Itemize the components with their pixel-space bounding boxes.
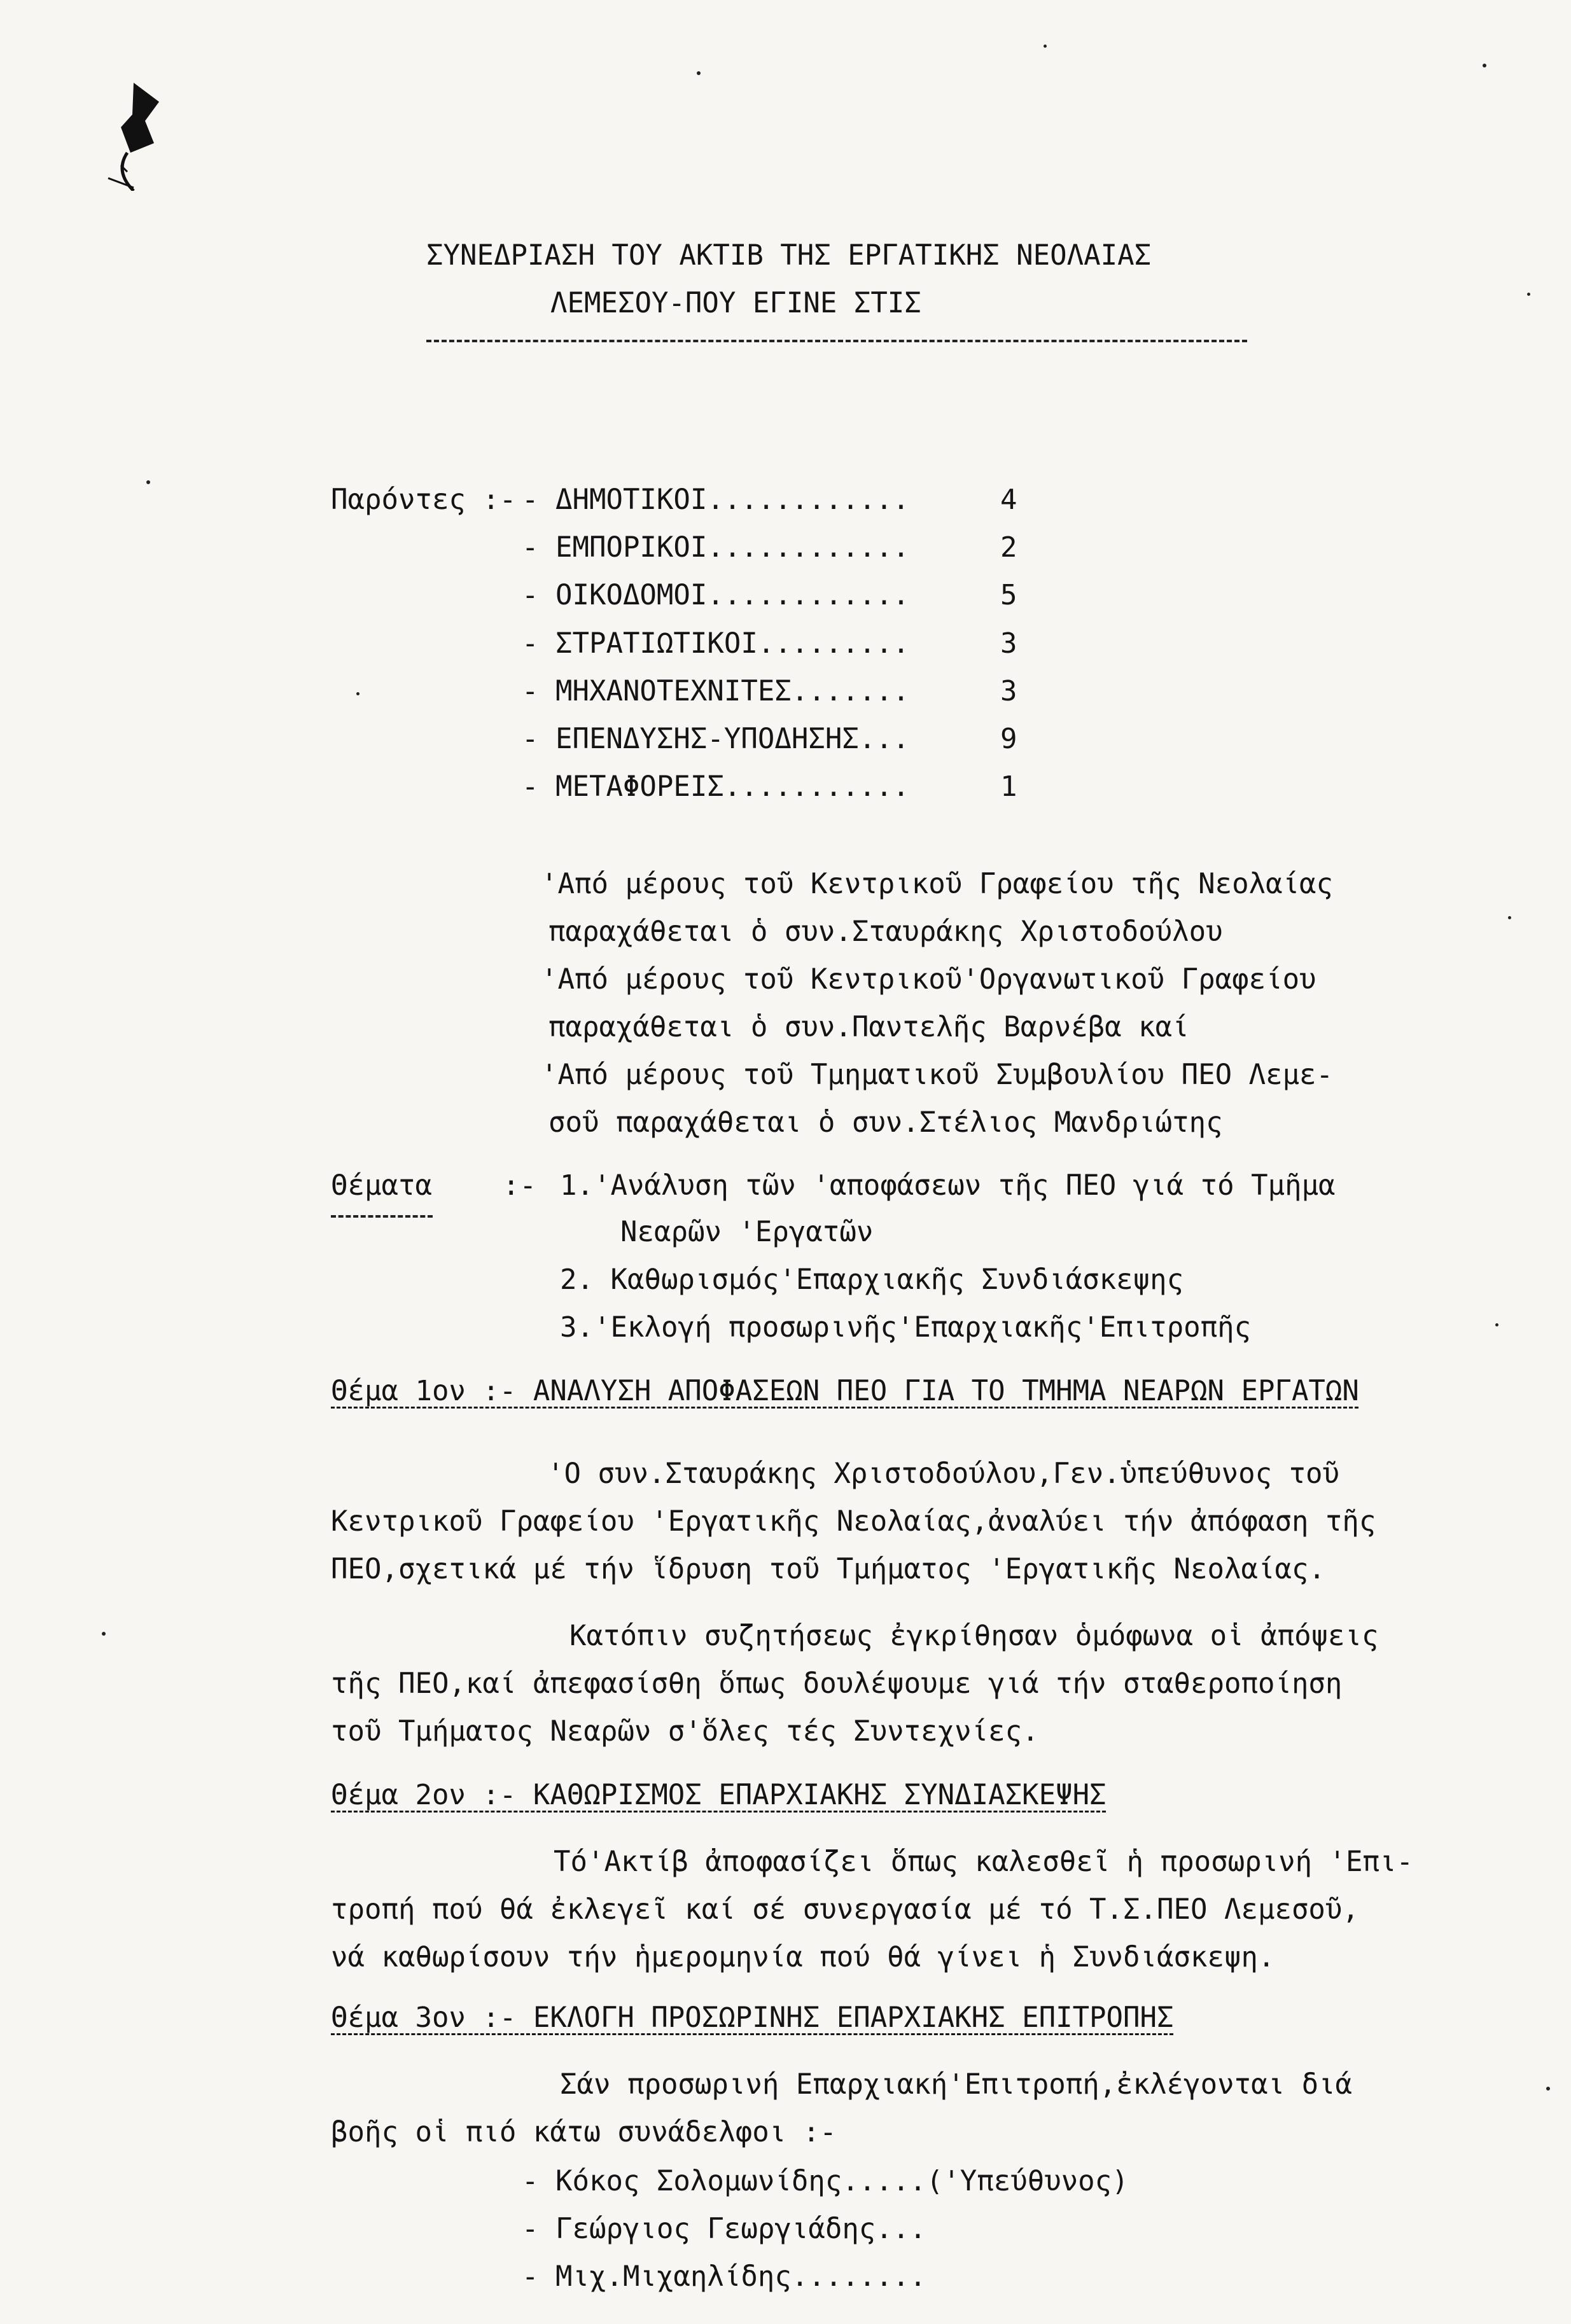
title-line-2: ΛΕΜΕΣΟΥ-ΠΟΥ ΕΓΙΝΕ ΣΤΙΣ [550,287,921,319]
attendee-count: 3 [1000,627,1017,660]
agenda-label-underline [331,1215,433,1218]
topic-3-member: - Κόκος Σολομωνίδης.....('Υπεύθυνος) [522,2165,1129,2197]
attendee-name: ΕΜΠΟΡΙΚΟΙ............ [555,531,910,564]
attendee-name: ΕΠΕΝΔΥΣΗΣ-ΥΠΟΔΗΣΗΣ... [555,723,910,755]
scan-speck [1546,2087,1550,2091]
topic-2-line: τροπή πού θά ἐκλεγεῖ καί σέ συνεργασία μέ τό Τ.Σ.ΠΕΟ Λεμεσοῦ, [331,1893,1359,1926]
attendee-name: ΔΗΜΟΤΙΚΟΙ............ [555,484,910,516]
scan-speck [146,480,150,484]
topic-3-line: Σάν προσωρινή Επαρχιακή'Επιτροπή,ἐκλέγονται διά [560,2068,1353,2101]
representative-line: παραχάθεται ὁ συν.Παντελῆς Βαρνέβα καί [548,1011,1189,1043]
topic-1-line: τῆς ΠΕΟ,καί ἀπεφασίσθη ὅπως δουλέψουμε γιά τήν σταθεροποίηση [331,1667,1343,1700]
attendee-row: - ΕΜΠΟΡΙΚΟΙ............ [522,531,910,564]
attendee-name: ΜΗΧΑΝΟΤΕΧΝΙΤΕΣ....... [555,675,910,707]
agenda-separator: :- [503,1169,536,1202]
agenda-item: 1.'Ανάλυση τῶν 'αποφάσεων τῆς ΠΕΟ γιά τό Τμῆμα [560,1169,1336,1202]
scan-speck [1044,45,1047,48]
attendee-name: ΣΤΡΑΤΙΩΤΙΚΟΙ......... [555,627,910,660]
topic-1-line: ΠΕΟ,σχετικά μέ τήν ἵδρυση τοῦ Τμήματος 'Εργατικῆς Νεολαίας. [331,1553,1325,1585]
topic-2-line: νά καθωρίσουν τήν ἡμερομηνία πού θά γίνει ἡ Συνδιάσκεψη. [331,1941,1275,1973]
attendee-count: 4 [1000,484,1017,516]
attendee-count: 9 [1000,723,1017,755]
attendee-row: - ΜΗΧΑΝΟΤΕΧΝΙΤΕΣ....... [522,675,910,707]
member-name: Κόκος Σολομωνίδης.....('Υπεύθυνος) [555,2165,1129,2197]
attendee-name: ΜΕΤΑΦΟΡΕΙΣ........... [555,770,910,803]
scan-speck [1527,293,1530,296]
agenda-item: 2. Καθωρισμός'Επαρχιακῆς Συνδιάσκεψης [560,1263,1184,1296]
scan-speck [1483,64,1486,67]
representative-line: παραχάθεται ὁ συν.Σταυράκης Χριστοδούλου [548,915,1223,948]
attendee-count: 1 [1000,770,1017,803]
representative-line: 'Από μέρους τοῦ Κεντρικοῦ'Οργανωτικοῦ Γραφείου [541,963,1316,996]
attendee-count: 3 [1000,675,1017,707]
attendee-name: ΟΙΚΟΔΟΜΟΙ............ [555,579,910,611]
attendee-row: - ΕΠΕΝΔΥΣΗΣ-ΥΠΟΔΗΣΗΣ... [522,723,910,755]
topic-3-member: - Γεώργιος Γεωργιάδης... [522,2213,926,2245]
attendee-row: - ΔΗΜΟΤΙΚΟΙ............ [522,484,910,516]
attendee-row: - ΜΕΤΑΦΟΡΕΙΣ........... [522,770,910,803]
member-name: Μιχ.Μιχαηλίδης........ [555,2260,926,2293]
agenda-item: 3.'Εκλογή προσωρινῆς'Επαρχιακῆς'Επιτροπῆς [560,1311,1252,1344]
scan-speck [697,71,701,75]
topic-1-line: 'Ο συν.Σταυράκης Χριστοδούλου,Γεν.ὑπεύθυνος τοῦ [547,1458,1340,1490]
corner-stamp-mark [95,76,172,191]
topic-3-member: - Μιχ.Μιχαηλίδης........ [522,2260,926,2293]
topic-1-line: Κεντρικοῦ Γραφείου 'Εργατικῆς Νεολαίας,ἀναλύει τήν ἀπόφαση τῆς [331,1505,1376,1538]
agenda-item: Νεαρῶν 'Εργατῶν [620,1216,874,1248]
topic-1-line: Κατόπιν συζητήσεως ἐγκρίθησαν ὁμόφωνα οἱ ἀπόψεις [569,1620,1379,1652]
scan-speck [102,1632,106,1636]
representative-line: 'Από μέρους τοῦ Τμηματικοῦ Συμβουλίου ΠΕΟ Λεμε- [541,1059,1334,1091]
topic-1-heading: Θέμα 1ον :- ΑΝΑΛΥΣΗ ΑΠΟΦΑΣΕΩΝ ΠΕΟ ΓΙΑ ΤΟ ΤΜΗΜΑ ΝΕΑΡΩΝ ΕΡΓΑΤΩΝ [331,1375,1359,1407]
scan-speck [1495,1323,1498,1326]
representative-line: σοῦ παραχάθεται ὁ συν.Στέλιος Μανδριώτης [548,1106,1223,1139]
attendee-count: 2 [1000,531,1017,564]
topic-2-line: Τό'Ακτίβ ἀποφασίζει ὅπως καλεσθεῖ ἡ προσωρινή 'Επι- [554,1846,1414,1878]
topic-3-line: βοῆς οἱ πιό κάτω συνάδελφοι :- [331,2116,837,2148]
scan-speck [356,692,360,695]
topic-2-heading: Θέμα 2ον :- ΚΑΘΩΡΙΣΜΟΣ ΕΠΑΡΧΙΑΚΗΣ ΣΥΝΔΙΑΣΚΕΨΗΣ [331,1779,1107,1811]
title-line-1: ΣΥΝΕΔΡΙΑΣΗ ΤΟΥ ΑΚΤΙΒ ΤΗΣ ΕΡΓΑΤΙΚΗΣ ΝΕΟΛΑΙΑΣ [426,239,1152,272]
representative-line: 'Από μέρους τοῦ Κεντρικοῦ Γραφείου τῆς Νεολαίας [541,868,1334,900]
title-underline [426,340,1247,342]
agenda-label: Θέματα [331,1169,432,1202]
member-name: Γεώργιος Γεωργιάδης... [555,2213,926,2245]
topic-3-heading: Θέμα 3ον :- ΕΚΛΟΓΗ ΠΡΟΣΩΡΙΝΗΣ ΕΠΑΡΧΙΑΚΗΣ ΕΠΙΤΡΟΠΗΣ [331,2001,1174,2034]
attendees-label: Παρόντες :- [331,484,517,516]
attendee-row: - ΟΙΚΟΔΟΜΟΙ............ [522,579,910,611]
attendee-count: 5 [1000,579,1017,611]
topic-1-line: τοῦ Τμήματος Νεαρῶν σ'ὅλες τές Συντεχνίες. [331,1715,1039,1748]
scan-speck [1508,916,1511,919]
attendee-row: - ΣΤΡΑΤΙΩΤΙΚΟΙ......... [522,627,910,660]
